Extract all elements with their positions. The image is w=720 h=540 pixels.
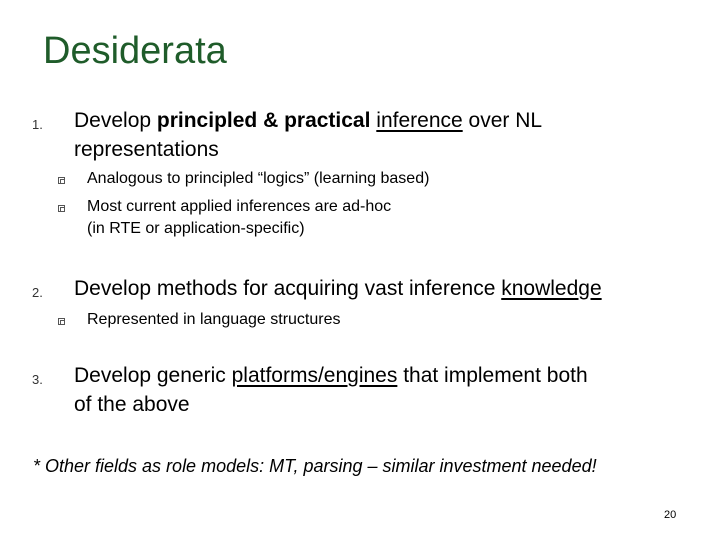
subitem-1-2-line2: (in RTE or application-specific) [87, 220, 305, 237]
item-1-line2: representations [74, 138, 219, 161]
square-bullet-icon [58, 177, 65, 184]
item-number-3: 3. [32, 372, 43, 387]
item-1-suffix: over NL [462, 109, 543, 132]
item-1-text [74, 106, 694, 164]
item-number-1: 1. [32, 117, 43, 132]
item-2-underline: knowledge [501, 277, 602, 300]
item-2-text [74, 274, 714, 303]
item-1-underline: inference [376, 109, 463, 132]
subitem-1-2-line1: Most current applied inferences are ad-hoc [87, 198, 392, 215]
subitem-1-1: Analogous to principled “logics” (learning based) [87, 170, 430, 187]
square-bullet-icon [58, 318, 65, 325]
item-1-bold: principled & practical [156, 109, 371, 132]
subitem-1-2 [87, 196, 647, 240]
item-number-2: 2. [32, 285, 43, 300]
item-3-suffix: that implement both [397, 364, 588, 387]
item-3-line2: of the above [74, 393, 190, 416]
item-3-underline: platforms/engines [231, 364, 398, 387]
footnote: * Other fields as role models: MT, parsing – similar investment needed! [33, 456, 597, 476]
item-3-text [74, 361, 694, 419]
subitem-2-1: Represented in language structures [87, 311, 341, 328]
page-number: 20 [664, 509, 677, 521]
item-3-prefix: Develop generic [74, 364, 232, 387]
slide-title: Desiderata [43, 30, 227, 72]
item-1-prefix: Develop [74, 109, 157, 132]
square-bullet-icon [58, 205, 65, 212]
item-2-prefix: Develop methods for acquiring vast inference [74, 277, 502, 300]
